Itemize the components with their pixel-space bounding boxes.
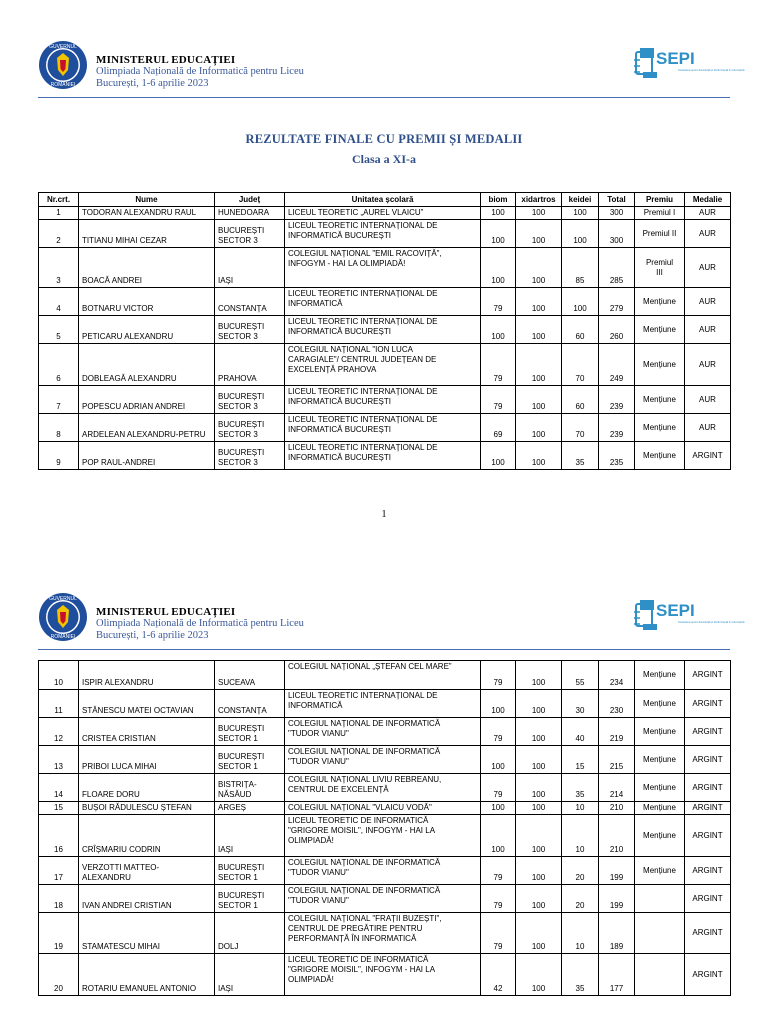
organization-block [96, 54, 304, 90]
document-title: REZULTATE FINALE CU PREMII ȘI MEDALII [245, 132, 523, 146]
cell-nr: 11 [39, 690, 79, 718]
cell-name: POPESCU ADRIAN ANDREI [79, 386, 215, 414]
cell-name: CRÎȘMARIU CODRIN [79, 815, 215, 857]
cell-name: ARDELEAN ALEXANDRU-PETRU [79, 414, 215, 442]
column-header-nr: Nr.crt. [39, 193, 79, 207]
cell-xidartros: 100 [516, 954, 562, 996]
cell-xidartros: 100 [516, 746, 562, 774]
cell-total: 285 [599, 248, 635, 288]
cell-xidartros: 100 [516, 815, 562, 857]
cell-xidartros: 100 [516, 802, 562, 815]
column-header-prize: Premiu [635, 193, 685, 207]
cell-keidei: 35 [562, 442, 599, 470]
cell-county: HUNEDOARA [215, 207, 285, 220]
column-header-medal: Medalie [685, 193, 731, 207]
cell-medal: ARGINT [685, 857, 731, 885]
cell-xidartros: 100 [516, 885, 562, 913]
cell-medal: ARGINT [685, 815, 731, 857]
ministry-name: MINISTERUL EDUCAȚIEI [96, 606, 236, 618]
cell-xidartros: 100 [516, 690, 562, 718]
cell-keidei: 60 [562, 386, 599, 414]
cell-school: COLEGIUL NAȚIONAL "EMIL RACOVIȚĂ", INFOGYM - HAI LA OLIMPIADĂ! [285, 248, 481, 288]
cell-nr: 20 [39, 954, 79, 996]
cell-county: BUCUREȘTI SECTOR 3 [215, 386, 285, 414]
svg-text:GUVERNUL: GUVERNUL [49, 596, 77, 602]
cell-medal: ARGINT [685, 802, 731, 815]
cell-biom: 100 [481, 690, 516, 718]
cell-county: BUCUREȘTI SECTOR 1 [215, 857, 285, 885]
cell-school: COLEGIUL NAȚIONAL DE INFORMATICĂ "TUDOR VIANU" [285, 857, 481, 885]
table-row [39, 774, 731, 802]
cell-keidei: 35 [562, 954, 599, 996]
cell-name: IVAN ANDREI CRISTIAN [79, 885, 215, 913]
cell-name: VERZOTTI MATTEO- ALEXANDRU [79, 857, 215, 885]
cell-xidartros: 100 [516, 344, 562, 386]
cell-name: PRIBOI LUCA MIHAI [79, 746, 215, 774]
place-date: București, 1-6 aprilie 2023 [96, 78, 209, 89]
column-header-county: Județ [215, 193, 285, 207]
cell-name: BOACĂ ANDREI [79, 248, 215, 288]
cell-school: LICEUL TEORETIC INTERNAȚIONAL DE INFORMATICĂ BUCUREȘTI [285, 316, 481, 344]
cell-prize: Mențiune [635, 386, 685, 414]
cell-biom: 42 [481, 954, 516, 996]
cell-county: ARGEȘ [215, 802, 285, 815]
cell-prize: Mențiune [635, 802, 685, 815]
cell-prize: Mențiune [635, 857, 685, 885]
cell-name: BUȘOI RĂDULESCU ȘTEFAN [79, 802, 215, 815]
government-seal-icon [38, 592, 88, 642]
cell-county: DOLJ [215, 913, 285, 954]
cell-school: LICEUL TEORETIC INTERNAȚIONAL DE INFORMATICĂ [285, 288, 481, 316]
cell-county: BUCUREȘTI SECTOR 3 [215, 414, 285, 442]
cell-total: 189 [599, 913, 635, 954]
cell-keidei: 100 [562, 207, 599, 220]
cell-xidartros: 100 [516, 316, 562, 344]
cell-total: 199 [599, 885, 635, 913]
cell-nr: 3 [39, 248, 79, 288]
cell-county: BUCUREȘTI SECTOR 1 [215, 746, 285, 774]
cell-prize [635, 913, 685, 954]
table-row [39, 442, 731, 470]
page-header [38, 590, 745, 650]
cell-medal: ARGINT [685, 746, 731, 774]
cell-county: IAȘI [215, 248, 285, 288]
cell-prize: Mențiune [635, 815, 685, 857]
cell-name: FLOARE DORU [79, 774, 215, 802]
table-row [39, 718, 731, 746]
cell-prize: Mențiune [635, 288, 685, 316]
svg-text:GUVERNUL: GUVERNUL [49, 44, 77, 50]
cell-xidartros: 100 [516, 661, 562, 690]
place-date: București, 1-6 aprilie 2023 [96, 630, 209, 641]
cell-nr: 19 [39, 913, 79, 954]
cell-xidartros: 100 [516, 207, 562, 220]
page-header [38, 38, 745, 98]
cell-prize: Premiul II [635, 220, 685, 248]
cell-prize: Mențiune [635, 344, 685, 386]
cell-biom: 100 [481, 220, 516, 248]
cell-prize: Mențiune [635, 414, 685, 442]
cell-name: STĂNESCU MATEI OCTAVIAN [79, 690, 215, 718]
cell-county: CONSTANȚA [215, 690, 285, 718]
cell-total: 249 [599, 344, 635, 386]
cell-nr: 18 [39, 885, 79, 913]
cell-total: 177 [599, 954, 635, 996]
cell-total: 210 [599, 802, 635, 815]
cell-medal: ARGINT [685, 442, 731, 470]
column-header-school: Unitatea școlară [285, 193, 481, 207]
cell-prize [635, 954, 685, 996]
cell-medal: ARGINT [685, 913, 731, 954]
cell-county: IAȘI [215, 815, 285, 857]
cell-medal: AUR [685, 248, 731, 288]
cell-name: ISPIR ALEXANDRU [79, 661, 215, 690]
cell-total: 235 [599, 442, 635, 470]
svg-text:Societatea pentru Excelență și: Societatea pentru Excelență și Performanță în Informatică [678, 621, 745, 624]
table-row [39, 344, 731, 386]
cell-biom: 100 [481, 207, 516, 220]
cell-xidartros: 100 [516, 220, 562, 248]
svg-text:ROMÂNIEI: ROMÂNIEI [50, 82, 76, 88]
cell-medal: AUR [685, 207, 731, 220]
cell-county: CONSTANȚA [215, 288, 285, 316]
cell-biom: 100 [481, 248, 516, 288]
cell-school: COLEGIUL NAȚIONAL LIVIU REBREANU, CENTRUL DE EXCELENȚĂ [285, 774, 481, 802]
cell-keidei: 20 [562, 885, 599, 913]
cell-nr: 14 [39, 774, 79, 802]
cell-keidei: 20 [562, 857, 599, 885]
cell-medal: ARGINT [685, 885, 731, 913]
cell-name: ROTARIU EMANUEL ANTONIO [79, 954, 215, 996]
cell-medal: AUR [685, 344, 731, 386]
table-body-page-1 [39, 207, 731, 470]
table-row [39, 746, 731, 774]
sepi-logo-icon [634, 594, 745, 636]
cell-keidei: 100 [562, 288, 599, 316]
cell-total: 230 [599, 690, 635, 718]
cell-biom: 79 [481, 857, 516, 885]
cell-school: COLEGIUL NAȚIONAL "ION LUCA CARAGIALE"/ CENTRUL JUDEȚEAN DE EXCELENȚĂ PRAHOVA [285, 344, 481, 386]
cell-biom: 100 [481, 316, 516, 344]
table-row [39, 815, 731, 857]
table-row [39, 913, 731, 954]
cell-xidartros: 100 [516, 913, 562, 954]
table-row [39, 288, 731, 316]
cell-keidei: 55 [562, 661, 599, 690]
cell-county: BUCUREȘTI SECTOR 1 [215, 718, 285, 746]
cell-nr: 2 [39, 220, 79, 248]
cell-school: COLEGIUL NAȚIONAL DE INFORMATICĂ "TUDOR VIANU" [285, 718, 481, 746]
cell-name: BOTNARU VICTOR [79, 288, 215, 316]
cell-school: LICEUL TEORETIC INTERNAȚIONAL DE INFORMATICĂ BUCUREȘTI [285, 414, 481, 442]
cell-biom: 100 [481, 815, 516, 857]
cell-medal: ARGINT [685, 718, 731, 746]
cell-county: BUCUREȘTI SECTOR 1 [215, 885, 285, 913]
cell-medal: AUR [685, 288, 731, 316]
cell-xidartros: 100 [516, 857, 562, 885]
cell-school: COLEGIUL NAȚIONAL DE INFORMATICĂ "TUDOR VIANU" [285, 746, 481, 774]
cell-name: TODORAN ALEXANDRU RAUL [79, 207, 215, 220]
cell-total: 215 [599, 746, 635, 774]
cell-name: TITIANU MIHAI CEZAR [79, 220, 215, 248]
cell-prize [635, 885, 685, 913]
table-row [39, 248, 731, 288]
cell-county: SUCEAVA [215, 661, 285, 690]
cell-nr: 7 [39, 386, 79, 414]
cell-county: BUCUREȘTI SECTOR 3 [215, 316, 285, 344]
cell-biom: 79 [481, 661, 516, 690]
cell-prize: Mențiune [635, 774, 685, 802]
cell-school: COLEGIUL NAȚIONAL "VLAICU VODĂ" [285, 802, 481, 815]
cell-biom: 79 [481, 386, 516, 414]
cell-school: LICEUL TEORETIC „AUREL VLAICU” [285, 207, 481, 220]
column-header-name: Nume [79, 193, 215, 207]
cell-biom: 79 [481, 885, 516, 913]
table-row [39, 207, 731, 220]
cell-biom: 79 [481, 344, 516, 386]
table-row [39, 316, 731, 344]
cell-biom: 100 [481, 746, 516, 774]
cell-school: COLEGIUL NAȚIONAL "FRAȚII BUZEȘTI", CENTRUL DE PREGĂTIRE PENTRU PERFORMANȚĂ ÎN INFORMATICĂ [285, 913, 481, 954]
ministry-name: MINISTERUL EDUCAȚIEI [96, 54, 236, 66]
cell-keidei: 30 [562, 690, 599, 718]
sepi-logo-icon [634, 42, 745, 84]
cell-xidartros: 100 [516, 386, 562, 414]
cell-total: 239 [599, 414, 635, 442]
cell-county: BUCUREȘTI SECTOR 3 [215, 220, 285, 248]
table-body-page-2 [39, 661, 731, 996]
cell-name: STAMATESCU MIHAI [79, 913, 215, 954]
table-row [39, 802, 731, 815]
results-table-page-1 [38, 192, 731, 470]
cell-total: 214 [599, 774, 635, 802]
cell-total: 260 [599, 316, 635, 344]
cell-keidei: 10 [562, 815, 599, 857]
cell-prize: Premiul III [635, 248, 685, 288]
cell-school: COLEGIUL NAȚIONAL „ȘTEFAN CEL MARE” [285, 661, 481, 690]
column-header-biom: biom [481, 193, 516, 207]
cell-nr: 17 [39, 857, 79, 885]
cell-prize: Mențiune [635, 661, 685, 690]
cell-nr: 12 [39, 718, 79, 746]
svg-text:SEPI: SEPI [656, 49, 695, 68]
cell-school: LICEUL TEORETIC INTERNAȚIONAL DE INFORMATICĂ BUCUREȘTI [285, 442, 481, 470]
cell-county: IAȘI [215, 954, 285, 996]
cell-biom: 69 [481, 414, 516, 442]
cell-nr: 13 [39, 746, 79, 774]
cell-medal: AUR [685, 220, 731, 248]
cell-keidei: 70 [562, 344, 599, 386]
cell-biom: 100 [481, 442, 516, 470]
cell-total: 300 [599, 220, 635, 248]
cell-medal: ARGINT [685, 661, 731, 690]
table-row [39, 857, 731, 885]
table-row [39, 954, 731, 996]
cell-name: CRISTEA CRISTIAN [79, 718, 215, 746]
cell-prize: Mențiune [635, 746, 685, 774]
cell-nr: 8 [39, 414, 79, 442]
cell-keidei: 35 [562, 774, 599, 802]
cell-county: BISTRIȚA- NĂSĂUD [215, 774, 285, 802]
cell-nr: 15 [39, 802, 79, 815]
olympiad-name: Olimpiada Națională de Informatică pentru Liceu [96, 66, 304, 77]
cell-medal: AUR [685, 316, 731, 344]
cell-medal: ARGINT [685, 954, 731, 996]
cell-xidartros: 100 [516, 718, 562, 746]
table-row [39, 386, 731, 414]
cell-biom: 79 [481, 288, 516, 316]
cell-keidei: 100 [562, 220, 599, 248]
cell-biom: 79 [481, 913, 516, 954]
svg-text:Societatea pentru Excelență și: Societatea pentru Excelență și Performanță în Informatică [678, 69, 745, 72]
cell-nr: 4 [39, 288, 79, 316]
cell-keidei: 10 [562, 802, 599, 815]
cell-total: 300 [599, 207, 635, 220]
cell-xidartros: 100 [516, 774, 562, 802]
cell-biom: 79 [481, 774, 516, 802]
cell-xidartros: 100 [516, 414, 562, 442]
cell-school: LICEUL TEORETIC INTERNAȚIONAL DE INFORMATICĂ BUCUREȘTI [285, 386, 481, 414]
table-header-row [39, 193, 731, 207]
cell-xidartros: 100 [516, 442, 562, 470]
table-row [39, 885, 731, 913]
cell-school: LICEUL TEORETIC INTERNAȚIONAL DE INFORMATICĂ BUCUREȘTI [285, 220, 481, 248]
olympiad-name: Olimpiada Națională de Informatică pentru Liceu [96, 618, 304, 629]
cell-nr: 10 [39, 661, 79, 690]
cell-medal: AUR [685, 386, 731, 414]
cell-total: 219 [599, 718, 635, 746]
cell-medal: AUR [685, 414, 731, 442]
cell-medal: ARGINT [685, 774, 731, 802]
cell-biom: 100 [481, 802, 516, 815]
cell-keidei: 15 [562, 746, 599, 774]
table-row [39, 690, 731, 718]
cell-prize: Mențiune [635, 718, 685, 746]
cell-county: BUCUREȘTI SECTOR 3 [215, 442, 285, 470]
cell-xidartros: 100 [516, 288, 562, 316]
cell-prize: Mențiune [635, 442, 685, 470]
cell-nr: 1 [39, 207, 79, 220]
column-header-keidei: keidei [562, 193, 599, 207]
page-number: 1 [381, 509, 387, 520]
cell-school: LICEUL TEORETIC DE INFORMATICĂ "GRIGORE MOISIL", INFOGYM - HAI LA OLIMPIADĂ! [285, 815, 481, 857]
cell-xidartros: 100 [516, 248, 562, 288]
cell-total: 234 [599, 661, 635, 690]
results-table-page-2 [38, 660, 731, 996]
cell-school: LICEUL TEORETIC DE INFORMATICĂ "GRIGORE MOISIL", INFOGYM - HAI LA OLIMPIADĂ! [285, 954, 481, 996]
svg-text:SEPI: SEPI [656, 601, 695, 620]
document-subtitle: Clasa a XI-a [351, 152, 416, 166]
cell-name: POP RAUL-ANDREI [79, 442, 215, 470]
cell-prize: Mențiune [635, 316, 685, 344]
cell-nr: 6 [39, 344, 79, 386]
cell-nr: 5 [39, 316, 79, 344]
cell-medal: ARGINT [685, 690, 731, 718]
cell-total: 239 [599, 386, 635, 414]
column-header-total: Total [599, 193, 635, 207]
table-row [39, 220, 731, 248]
table-row [39, 414, 731, 442]
column-header-xidartros: xidartros [516, 193, 562, 207]
cell-prize: Premiul I [635, 207, 685, 220]
cell-total: 199 [599, 857, 635, 885]
cell-prize: Mențiune [635, 690, 685, 718]
svg-text:ROMÂNIEI: ROMÂNIEI [50, 634, 76, 640]
cell-keidei: 85 [562, 248, 599, 288]
cell-biom: 79 [481, 718, 516, 746]
cell-keidei: 40 [562, 718, 599, 746]
government-seal-icon [38, 40, 88, 90]
cell-keidei: 60 [562, 316, 599, 344]
cell-total: 279 [599, 288, 635, 316]
cell-county: PRAHOVA [215, 344, 285, 386]
cell-school: LICEUL TEORETIC INTERNAȚIONAL DE INFORMATICĂ [285, 690, 481, 718]
cell-name: DOBLEAGĂ ALEXANDRU [79, 344, 215, 386]
table-row [39, 661, 731, 690]
cell-keidei: 70 [562, 414, 599, 442]
cell-nr: 9 [39, 442, 79, 470]
cell-total: 210 [599, 815, 635, 857]
cell-keidei: 10 [562, 913, 599, 954]
cell-name: PETICARU ALEXANDRU [79, 316, 215, 344]
page-separator [0, 540, 768, 580]
cell-nr: 16 [39, 815, 79, 857]
cell-school: COLEGIUL NAȚIONAL DE INFORMATICĂ "TUDOR VIANU" [285, 885, 481, 913]
organization-block [96, 606, 304, 642]
